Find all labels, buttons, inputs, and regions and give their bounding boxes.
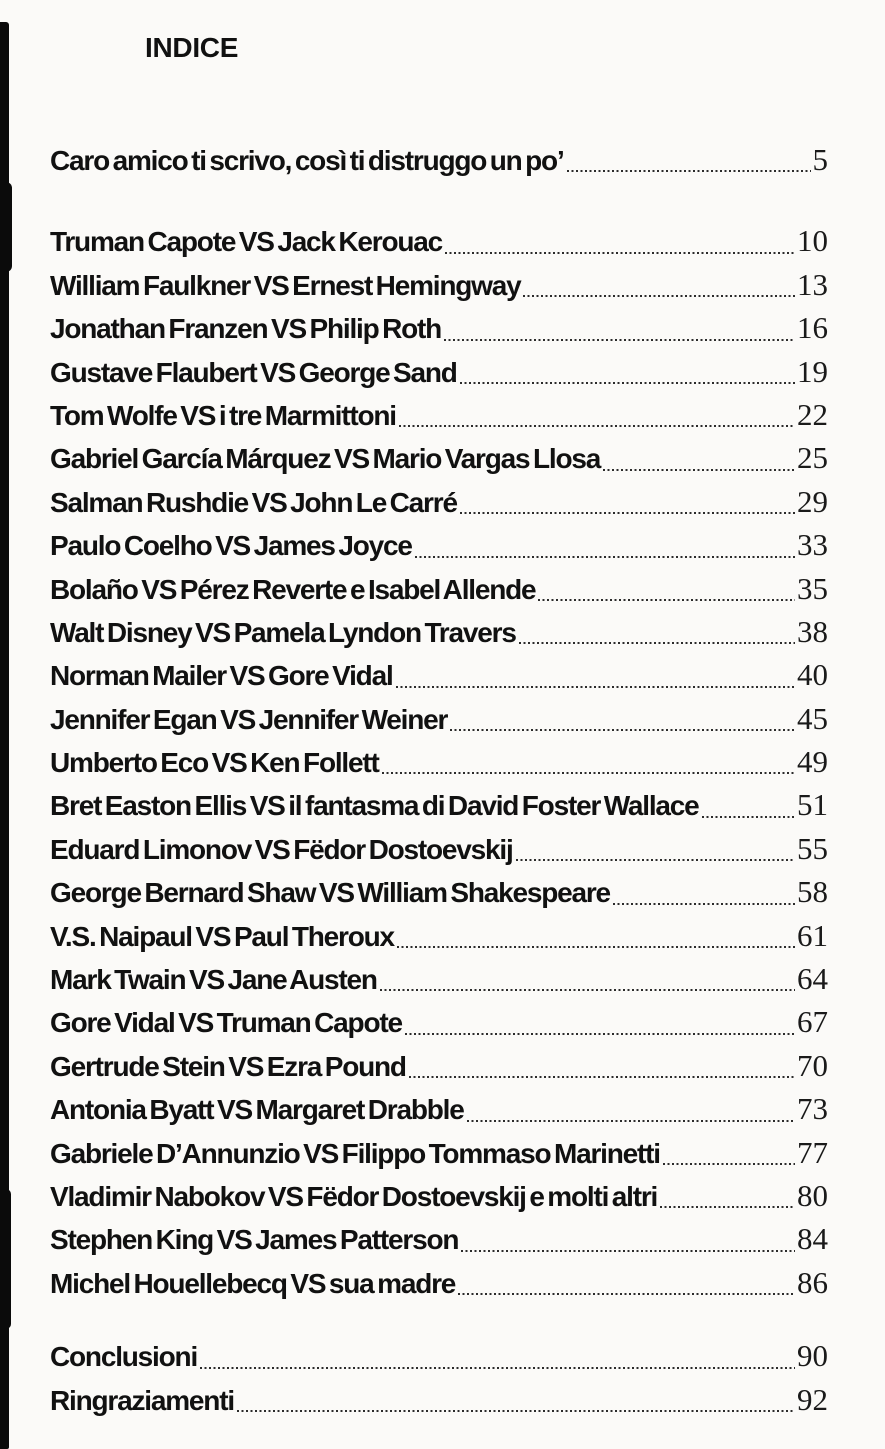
toc-entry-page-number: 19 (797, 353, 828, 389)
toc-entry-title: Gertrude Stein VS Ezra Pound (50, 1050, 406, 1082)
toc-entry-title: William Faulkner VS Ernest Hemingway (50, 269, 521, 301)
toc-entry-page-number: 67 (797, 1004, 828, 1040)
toc-entry-title: Jonathan Franzen VS Philip Roth (50, 313, 442, 345)
toc-entry-page-number: 90 (797, 1338, 828, 1374)
toc-entry-page-number: 10 (797, 223, 828, 259)
toc-entry-page-number: 58 (797, 874, 828, 910)
toc-entry-title: Stephen King VS James Patterson (50, 1224, 459, 1256)
dotted-leader (660, 1206, 795, 1208)
toc-entry-page-number: 5 (812, 142, 828, 177)
toc-entry-title: Eduard Limonov VS Fëdor Dostoevskij (50, 833, 513, 865)
toc-entry (50, 827, 828, 870)
dotted-leader (396, 686, 795, 688)
toc-entry-title: Walt Disney VS Pamela Lyndon Travers (50, 616, 516, 648)
toc-entry-page-number: 84 (797, 1221, 828, 1257)
toc-entry-page-number: 13 (797, 266, 828, 302)
toc-entry-title: Antonia Byatt VS Margaret Drabble (50, 1094, 464, 1126)
toc-entry-title: Ringraziamenti (50, 1384, 234, 1416)
toc-entry-title: Salman Rushdie VS John Le Carré (50, 486, 457, 518)
dotted-leader (467, 1120, 795, 1122)
toc-page (50, 0, 828, 1421)
toc-entry-title: V.S. Naipaul VS Paul Theroux (50, 920, 394, 952)
toc-entry (50, 263, 828, 306)
toc-entry (50, 653, 828, 696)
toc-entry (50, 523, 828, 566)
dotted-leader (444, 339, 795, 341)
toc-entry-page-number: 51 (797, 787, 828, 823)
dotted-leader (519, 642, 795, 644)
toc-entry-page-number: 64 (797, 961, 828, 997)
toc-entry-page-number: 70 (797, 1047, 828, 1083)
dotted-leader (397, 946, 795, 948)
toc-entry-title: Umberto Eco VS Ken Follett (50, 747, 379, 779)
toc-entry-title: Mark Twain VS Jane Austen (50, 964, 377, 996)
toc-entry-title: Caro amico ti scrivo, così ti distruggo un po’ (50, 145, 564, 176)
toc-entry (50, 1334, 828, 1377)
dotted-leader (603, 469, 795, 471)
toc-entry-page-number: 35 (797, 570, 828, 606)
dotted-leader (460, 512, 795, 514)
toc-entry (50, 393, 828, 436)
toc-entry-page-number: 33 (797, 527, 828, 563)
toc-entry-title: Gustave Flaubert VS George Sand (50, 356, 457, 388)
toc-entry-page-number: 25 (797, 440, 828, 476)
toc-entry-title: Bret Easton Ellis VS il fantasma di David Foster Wallace (50, 790, 699, 822)
toc-entry-page-number: 45 (797, 700, 828, 736)
toc-entry (50, 480, 828, 523)
dotted-leader (702, 816, 795, 818)
toc-entry-title: Norman Mailer VS Gore Vidal (50, 660, 393, 692)
dotted-leader (380, 989, 795, 991)
toc-entry-page-number: 92 (797, 1381, 828, 1417)
toc-entry-page-number: 61 (797, 917, 828, 953)
toc-entry (50, 870, 828, 913)
toc-entry (50, 610, 828, 653)
toc-entry (50, 1378, 828, 1421)
toc-group-chapters (50, 219, 828, 1304)
toc-entry (50, 436, 828, 479)
toc-entry-title: Gabriel García Márquez VS Mario Vargas Llosa (50, 443, 601, 475)
dotted-leader (567, 170, 811, 172)
spacer (50, 1304, 828, 1334)
toc-entry-title: Truman Capote VS Jack Kerouac (50, 226, 443, 258)
dotted-leader (409, 1076, 795, 1078)
dotted-leader (382, 772, 795, 774)
toc-entry (50, 740, 828, 783)
toc-entry (50, 914, 828, 957)
toc-entry-page-number: 77 (797, 1134, 828, 1170)
toc-entry-page-number: 55 (797, 830, 828, 866)
page-title: INDICE (145, 32, 239, 63)
toc-group-backmatter (50, 1334, 828, 1421)
toc-entry (50, 1217, 828, 1260)
dotted-leader (399, 425, 795, 427)
dotted-leader (523, 295, 795, 297)
toc-entry (50, 306, 828, 349)
toc-entry-title: Bolaño VS Pérez Reverte e Isabel Allende (50, 573, 536, 605)
toc-entry-title: Conclusioni (50, 1341, 198, 1373)
dotted-leader (200, 1367, 795, 1369)
spacer (50, 70, 828, 138)
dotted-leader (450, 729, 795, 731)
toc-entry-title: Gore Vidal VS Truman Capote (50, 1007, 402, 1039)
dotted-leader (460, 382, 795, 384)
toc-group-intro (50, 138, 828, 181)
toc-entry-page-number: 86 (797, 1264, 828, 1300)
toc-entry (50, 1261, 828, 1304)
toc-entry-page-number: 38 (797, 613, 828, 649)
toc-entry-page-number: 22 (797, 396, 828, 432)
dotted-leader (458, 1293, 795, 1295)
toc-entry-title: George Bernard Shaw VS William Shakespeare (50, 877, 610, 909)
toc-entry-title: Tom Wolfe VS i tre Marmittoni (50, 399, 396, 431)
toc-entry (50, 957, 828, 1000)
toc-entry (50, 783, 828, 826)
dotted-leader (415, 556, 795, 558)
toc-entry (50, 1000, 828, 1043)
toc-entry-page-number: 49 (797, 744, 828, 780)
toc-entry (50, 350, 828, 393)
dotted-leader (461, 1250, 795, 1252)
toc-entry-page-number: 29 (797, 483, 828, 519)
dotted-leader (613, 903, 795, 905)
toc-entry (50, 1174, 828, 1217)
toc-entry (50, 219, 828, 262)
dotted-leader (445, 252, 795, 254)
dotted-leader (663, 1163, 795, 1165)
spacer (50, 181, 828, 219)
toc-entry (50, 567, 828, 610)
toc-entry (50, 1087, 828, 1130)
toc-entry-title: Jennifer Egan VS Jennifer Weiner (50, 703, 448, 735)
toc-entry (50, 138, 828, 181)
dotted-leader (237, 1410, 795, 1412)
toc-entry (50, 1044, 828, 1087)
toc-entry-title: Paulo Coelho VS James Joyce (50, 530, 412, 562)
dotted-leader (516, 859, 795, 861)
toc-entry (50, 697, 828, 740)
dotted-leader (538, 599, 795, 601)
toc-entry-page-number: 40 (797, 657, 828, 693)
toc-entry-page-number: 16 (797, 310, 828, 346)
toc-entry-title: Gabriele D’Annunzio VS Filippo Tommaso Marinetti (50, 1137, 660, 1169)
toc-entry (50, 1131, 828, 1174)
toc-entry-title: Vladimir Nabokov VS Fëdor Dostoevskij e molti altri (50, 1180, 658, 1212)
toc-entry-page-number: 73 (797, 1091, 828, 1127)
toc-entry-page-number: 80 (797, 1177, 828, 1213)
scan-edge-artifact (0, 22, 9, 1449)
toc-entry-title: Michel Houellebecq VS sua madre (50, 1267, 456, 1299)
dotted-leader (405, 1033, 795, 1035)
